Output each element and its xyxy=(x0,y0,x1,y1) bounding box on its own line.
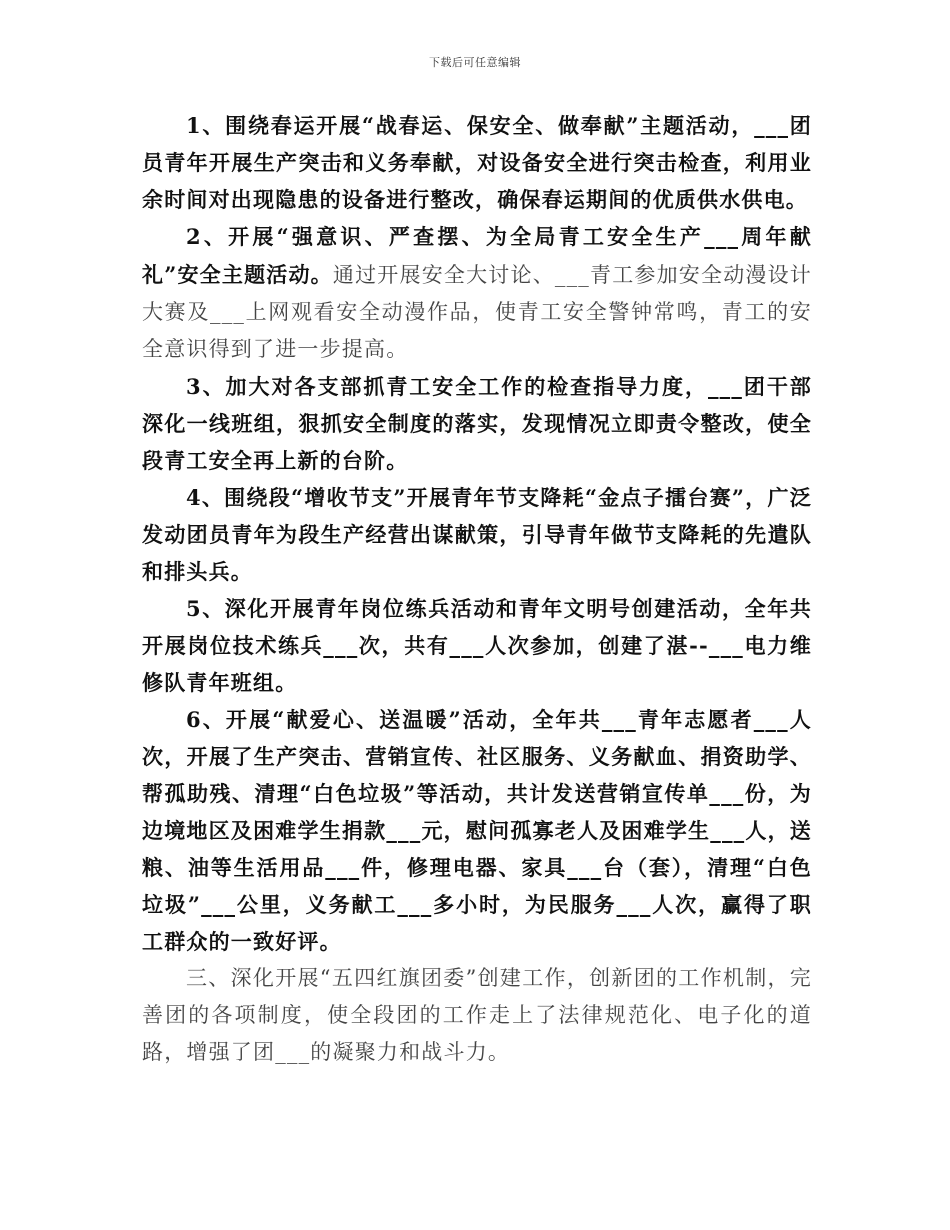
paragraph-1: 1、围绕春运开展“战春运、保安全、做奉献”主题活动，___团员青年开展生产突击和义务奉献，对设备安全进行突击检查，利用业余时间对出现隐患的设备进行整改，确保春运期间的优质供水供电。 xyxy=(142,113,812,212)
paragraph-2-body: 通过开展安全大讨论、___青工参加安全动漫设计大赛及___上网观看安全动漫作品，使青工安全警钟常鸣，青工的安全意识得到了进一步提高。 xyxy=(142,263,812,361)
paragraph-4: 4、围绕段“增收节支”开展青年节支降耗“金点子擂台赛”，广泛发动团员青年为段生产经营出谋献策，引导青年做节支降耗的先遣队和排头兵。 xyxy=(142,485,812,584)
paragraph-2 xyxy=(142,218,812,368)
paragraph-5: 5、深化开展青年岗位练兵活动和青年文明号创建活动，全年共开展岗位技术练兵___次，共有___人次参加，创建了湛--___电力维修队青年班组。 xyxy=(142,596,812,695)
paragraph-3: 3、加大对各支部抓青工安全工作的检查指导力度，___团干部深化一线班组，狠抓安全制度的落实，发现情况立即责令整改，使全段青工安全再上新的台阶。 xyxy=(142,374,812,473)
document-body xyxy=(142,107,812,1071)
section-3-paragraph: 三、深化开展“五四红旗团委”创建工作，创新团的工作机制，完善团的各项制度，使全段团的工作走上了法律规范化、电子化的道路，增强了团___的凝聚力和战斗力。 xyxy=(142,966,812,1064)
paragraph-2-title: 2、开展“强意识、严查摆、为全局青工安全生产___周年献礼”安全主题活动。 xyxy=(142,224,812,287)
paragraph-6: 6、开展“献爱心、送温暖”活动，全年共___青年志愿者___人次，开展了生产突击、营销宣传、社区服务、义务献血、捐资助学、帮孤助残、清理“白色垃圾”等活动，共计发送营销宣传单___份，为边境地区及困难学生捐款___元，慰问孤寡老人及困难学生___人，送粮、油等生活用品___件，修理电器、家具___台（套），清理“白色垃圾”___公里，义务献工___多小时，为民服务___人次，赢得了职工群众的一致好评。 xyxy=(142,707,812,954)
page-header-note: 下载后可任意编辑 xyxy=(429,56,521,69)
